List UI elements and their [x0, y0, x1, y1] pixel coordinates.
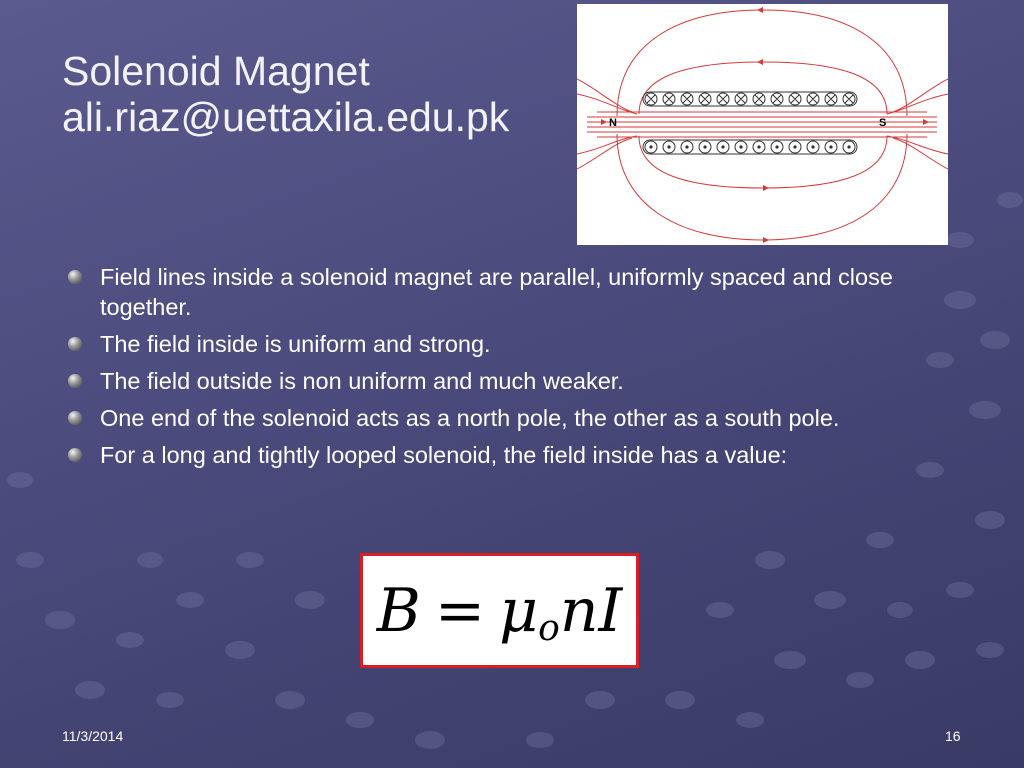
slide-title: [62, 48, 509, 140]
formula-equation: [363, 556, 636, 665]
title-line-1: Solenoid Magnet: [62, 48, 370, 94]
bullet-sphere-icon: [68, 448, 82, 462]
solenoid-diagram-svg: [577, 4, 948, 245]
title-line-2: ali.riaz@uettaxila.edu.pk: [62, 94, 510, 140]
coil-top: [645, 93, 855, 105]
bullet-sphere-icon: [68, 337, 82, 351]
bullet-sphere-icon: [68, 270, 82, 284]
coil-bottom: [645, 141, 855, 153]
north-pole-label: N: [609, 117, 617, 129]
formula-equals: =: [434, 575, 486, 646]
formula-lhs: B: [376, 575, 421, 646]
bullet-item: [68, 262, 948, 322]
bullet-item: [68, 329, 948, 359]
bullet-sphere-icon: [68, 374, 82, 388]
bullet-text: The field outside is non uniform and much weaker.: [100, 368, 624, 394]
formula-mu: μ: [499, 575, 539, 646]
formula-box: [360, 553, 639, 668]
footer-page-number: 16: [945, 728, 961, 744]
mid-loop-bottom: [639, 136, 887, 188]
solenoid-field-diagram: [577, 4, 948, 245]
formula-rest: nI: [559, 575, 623, 646]
footer-date: 11/3/2014: [62, 728, 124, 744]
bullet-text: Field lines inside a solenoid magnet are parallel, uniformly spaced and close together.: [100, 264, 893, 320]
bullet-text: One end of the solenoid acts as a north pole, the other as a south pole.: [100, 405, 840, 431]
outer-loop-bottom: [617, 134, 907, 240]
formula-subscript: o: [538, 608, 560, 649]
bullet-text: For a long and tightly looped solenoid, the field inside has a value:: [100, 442, 788, 468]
bullet-item: [68, 440, 948, 470]
bullet-sphere-icon: [68, 411, 82, 425]
bullet-text: The field inside is uniform and strong.: [100, 331, 491, 357]
south-pole-label: S: [879, 117, 887, 129]
bullet-list: [68, 262, 948, 477]
bullet-item: [68, 403, 948, 433]
bullet-item: [68, 366, 948, 396]
